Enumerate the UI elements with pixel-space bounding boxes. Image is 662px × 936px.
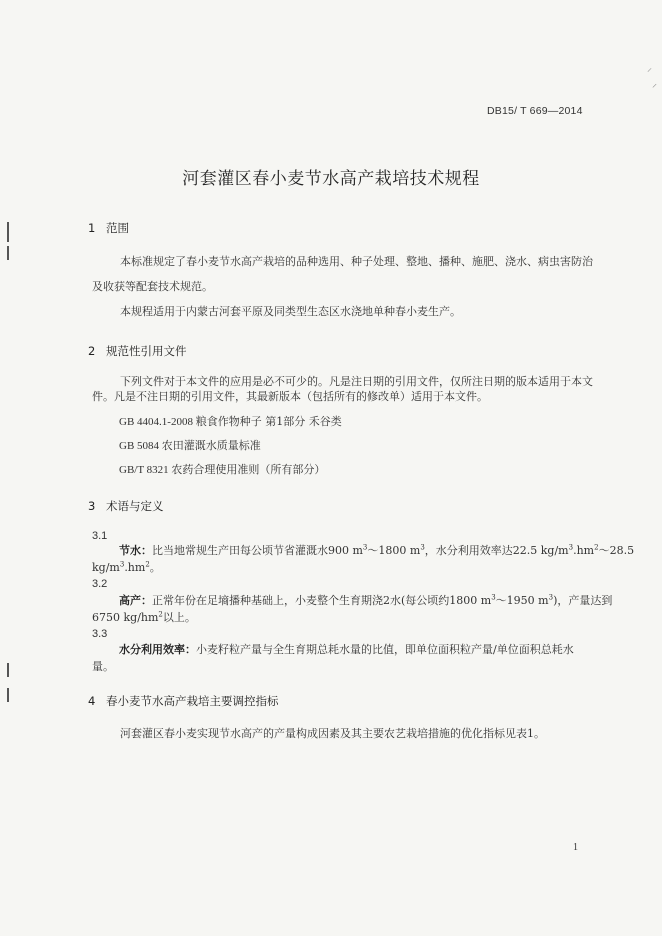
term-name: 节水： xyxy=(119,544,152,557)
section-number: 3 xyxy=(88,499,96,513)
standard-code: DB15/ T 669—2014 xyxy=(487,105,583,117)
subsection-number: 3.1 xyxy=(92,530,108,542)
term-definition: 节水：比当地常规生产田每公顷节省灌溉水900 $m^3\sim 1800$ $m^3$，水分利用效率达22.5 $kg/m^3.hm^2\sim 28.5$ xyxy=(119,543,635,557)
term-definition-continuation: 量。 xyxy=(92,660,114,673)
paragraph: 下列文件对于本文件的应用是必不可少的。凡是注日期的引用文件，仅所注日期的版本适用于本文 xyxy=(120,375,593,388)
paragraph: 河套灌区春小麦实现节水高产的产量构成因素及其主要农艺栽培措施的优化指标见表1。 xyxy=(120,727,545,740)
section-number: 1 xyxy=(88,221,96,235)
binding-mark-top-2 xyxy=(7,246,9,260)
binding-mark-bottom xyxy=(7,663,9,677)
reference-item: GB/T 8321 农药合理使用准则（所有部分） xyxy=(119,463,326,476)
section-2-heading xyxy=(88,343,187,359)
term-definition-continuation: 6750 $kg/hm^2$以上。 xyxy=(92,610,196,624)
term-name: 水分利用效率： xyxy=(119,643,196,656)
term-definition-continuation: $kg/m^3.hm^2$。 xyxy=(92,560,161,574)
term-definition: 水分利用效率：小麦籽粒产量与全生育期总耗水量的比值，即单位面积粒产量/单位面积总耗水 xyxy=(119,643,574,656)
section-title: 范围 xyxy=(106,221,129,235)
section-title: 春小麦节水高产栽培主要调控指标 xyxy=(106,694,279,708)
scan-smudge: ⸝ xyxy=(647,63,652,74)
section-1-heading xyxy=(88,220,129,236)
section-number: 4 xyxy=(88,694,96,708)
paragraph-continuation: 及收获等配套技术规范。 xyxy=(92,280,213,293)
binding-mark-top xyxy=(7,222,9,242)
binding-mark-bottom-2 xyxy=(7,688,9,702)
paragraph: 本标准规定了春小麦节水高产栽培的品种选用、种子处理、整地、播种、施肥、浇水、病虫害防治 xyxy=(120,255,593,268)
page-title: 河套灌区春小麦节水高产栽培技术规程 xyxy=(182,169,480,189)
section-4-heading xyxy=(88,693,279,709)
term-definition: 高产：正常年份在足墒播种基础上，小麦整个生育期浇2水(每公顷约1800 $m^3\sim 1950$ $m^3$)，产量达到 xyxy=(119,593,613,607)
paragraph-continuation: 件。凡是不注日期的引用文件，其最新版本（包括所有的修改单）适用于本文件。 xyxy=(92,390,488,403)
subsection-number: 3.2 xyxy=(92,578,108,590)
section-title: 术语与定义 xyxy=(106,499,164,513)
reference-item: GB 5084 农田灌溉水质量标准 xyxy=(119,439,261,452)
term-name: 高产： xyxy=(119,594,152,607)
paragraph: 本规程适用于内蒙古河套平原及同类型生态区水浇地单种春小麦生产。 xyxy=(120,305,461,318)
section-3-heading xyxy=(88,498,164,514)
section-title: 规范性引用文件 xyxy=(106,344,187,358)
reference-item: GB 4404.1-2008 粮食作物种子 第1部分 禾谷类 xyxy=(119,415,342,428)
subsection-number: 3.3 xyxy=(92,628,108,640)
scan-smudge-2: ⸍ xyxy=(652,83,657,94)
page-number: 1 xyxy=(573,842,578,853)
section-number: 2 xyxy=(88,344,96,358)
